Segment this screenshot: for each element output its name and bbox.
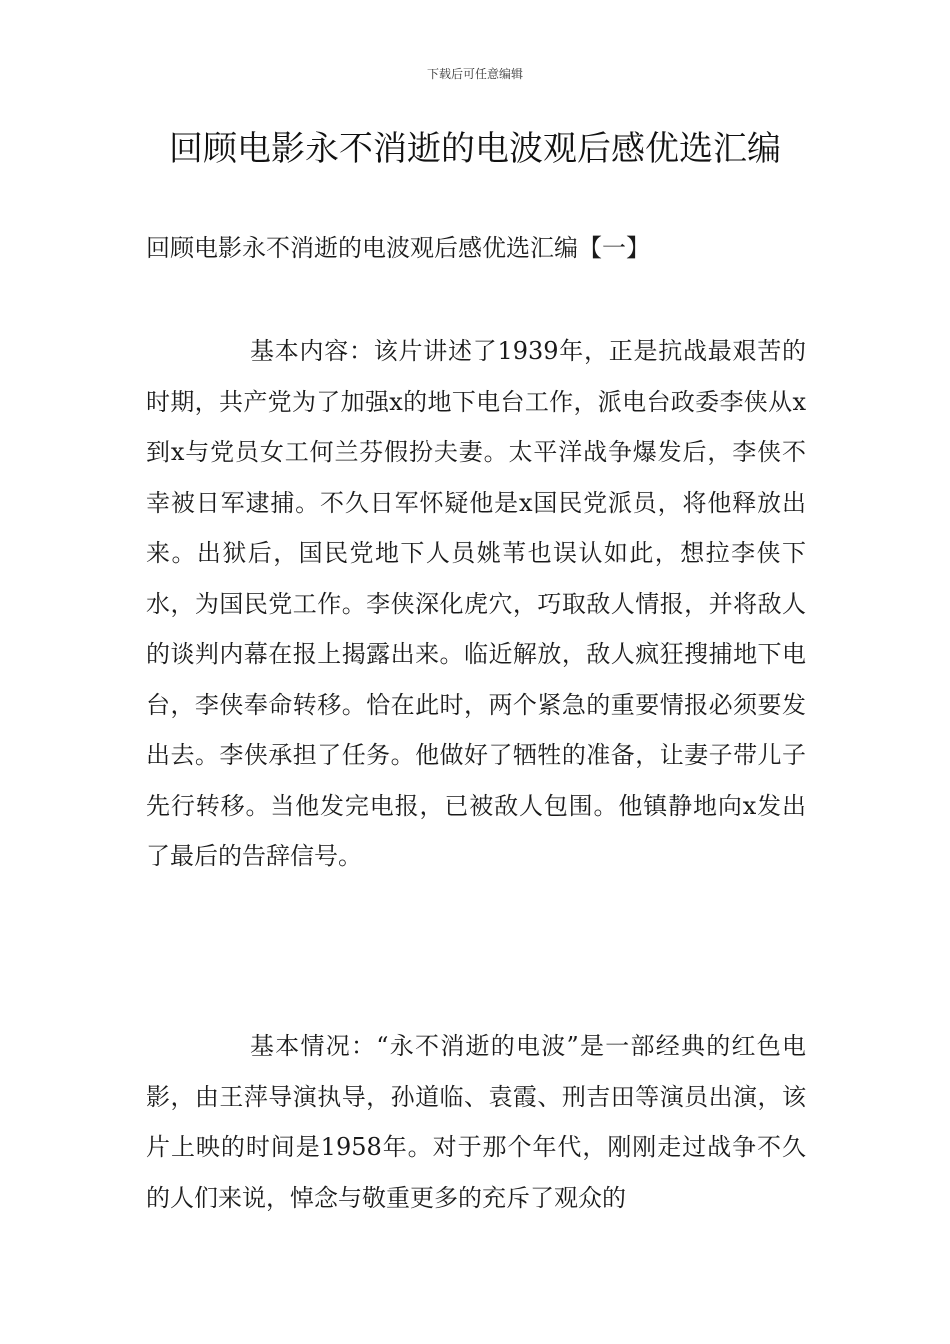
document-title: 回顾电影永不消逝的电波观后感优选汇编 xyxy=(169,129,781,169)
body-paragraph-plot: 基本内容：该片讲述了1939年，正是抗战最艰苦的时期，共产党为了加强x的地下电台工作，派电台政委李侠从x到x与党员女工何兰芬假扮夫妻。太平洋战争爆发后，李侠不幸被日军逮捕。不久日军怀疑他是x国民党派员，将他释放出来。出狱后，国民党地下人员姚苇也误认如此，想拉李侠下水，为国民党工作。李侠深化虎穴，巧取敌人情报，并将敌人的谈判内幕在报上揭露出来。临近解放，敌人疯狂搜捕地下电台，李侠奉命转移。恰在此时，两个紧急的重要情报必须要发出去。李侠承担了任务。他做好了牺牲的准备，让妻子带儿子先行转移。当他发完电报，已被敌人包围。他镇静地向x发出了最后的告辞信号。 xyxy=(146,337,806,870)
section-heading: 回顾电影永不消逝的电波观后感优选汇编【一】 xyxy=(146,234,650,262)
page-header-note: 下载后可任意编辑 xyxy=(426,67,523,81)
body-paragraph-background: 基本情况：“永不消逝的电波”是一部经典的红色电影，由王萍导演执导，孙道临、袁霞、刑吉田等演员出演，该片上映的时间是1958年。对于那个年代，刚刚走过战争不久的人们来说，悼念与敬重更多的充斥了观众的 xyxy=(146,1032,806,1212)
